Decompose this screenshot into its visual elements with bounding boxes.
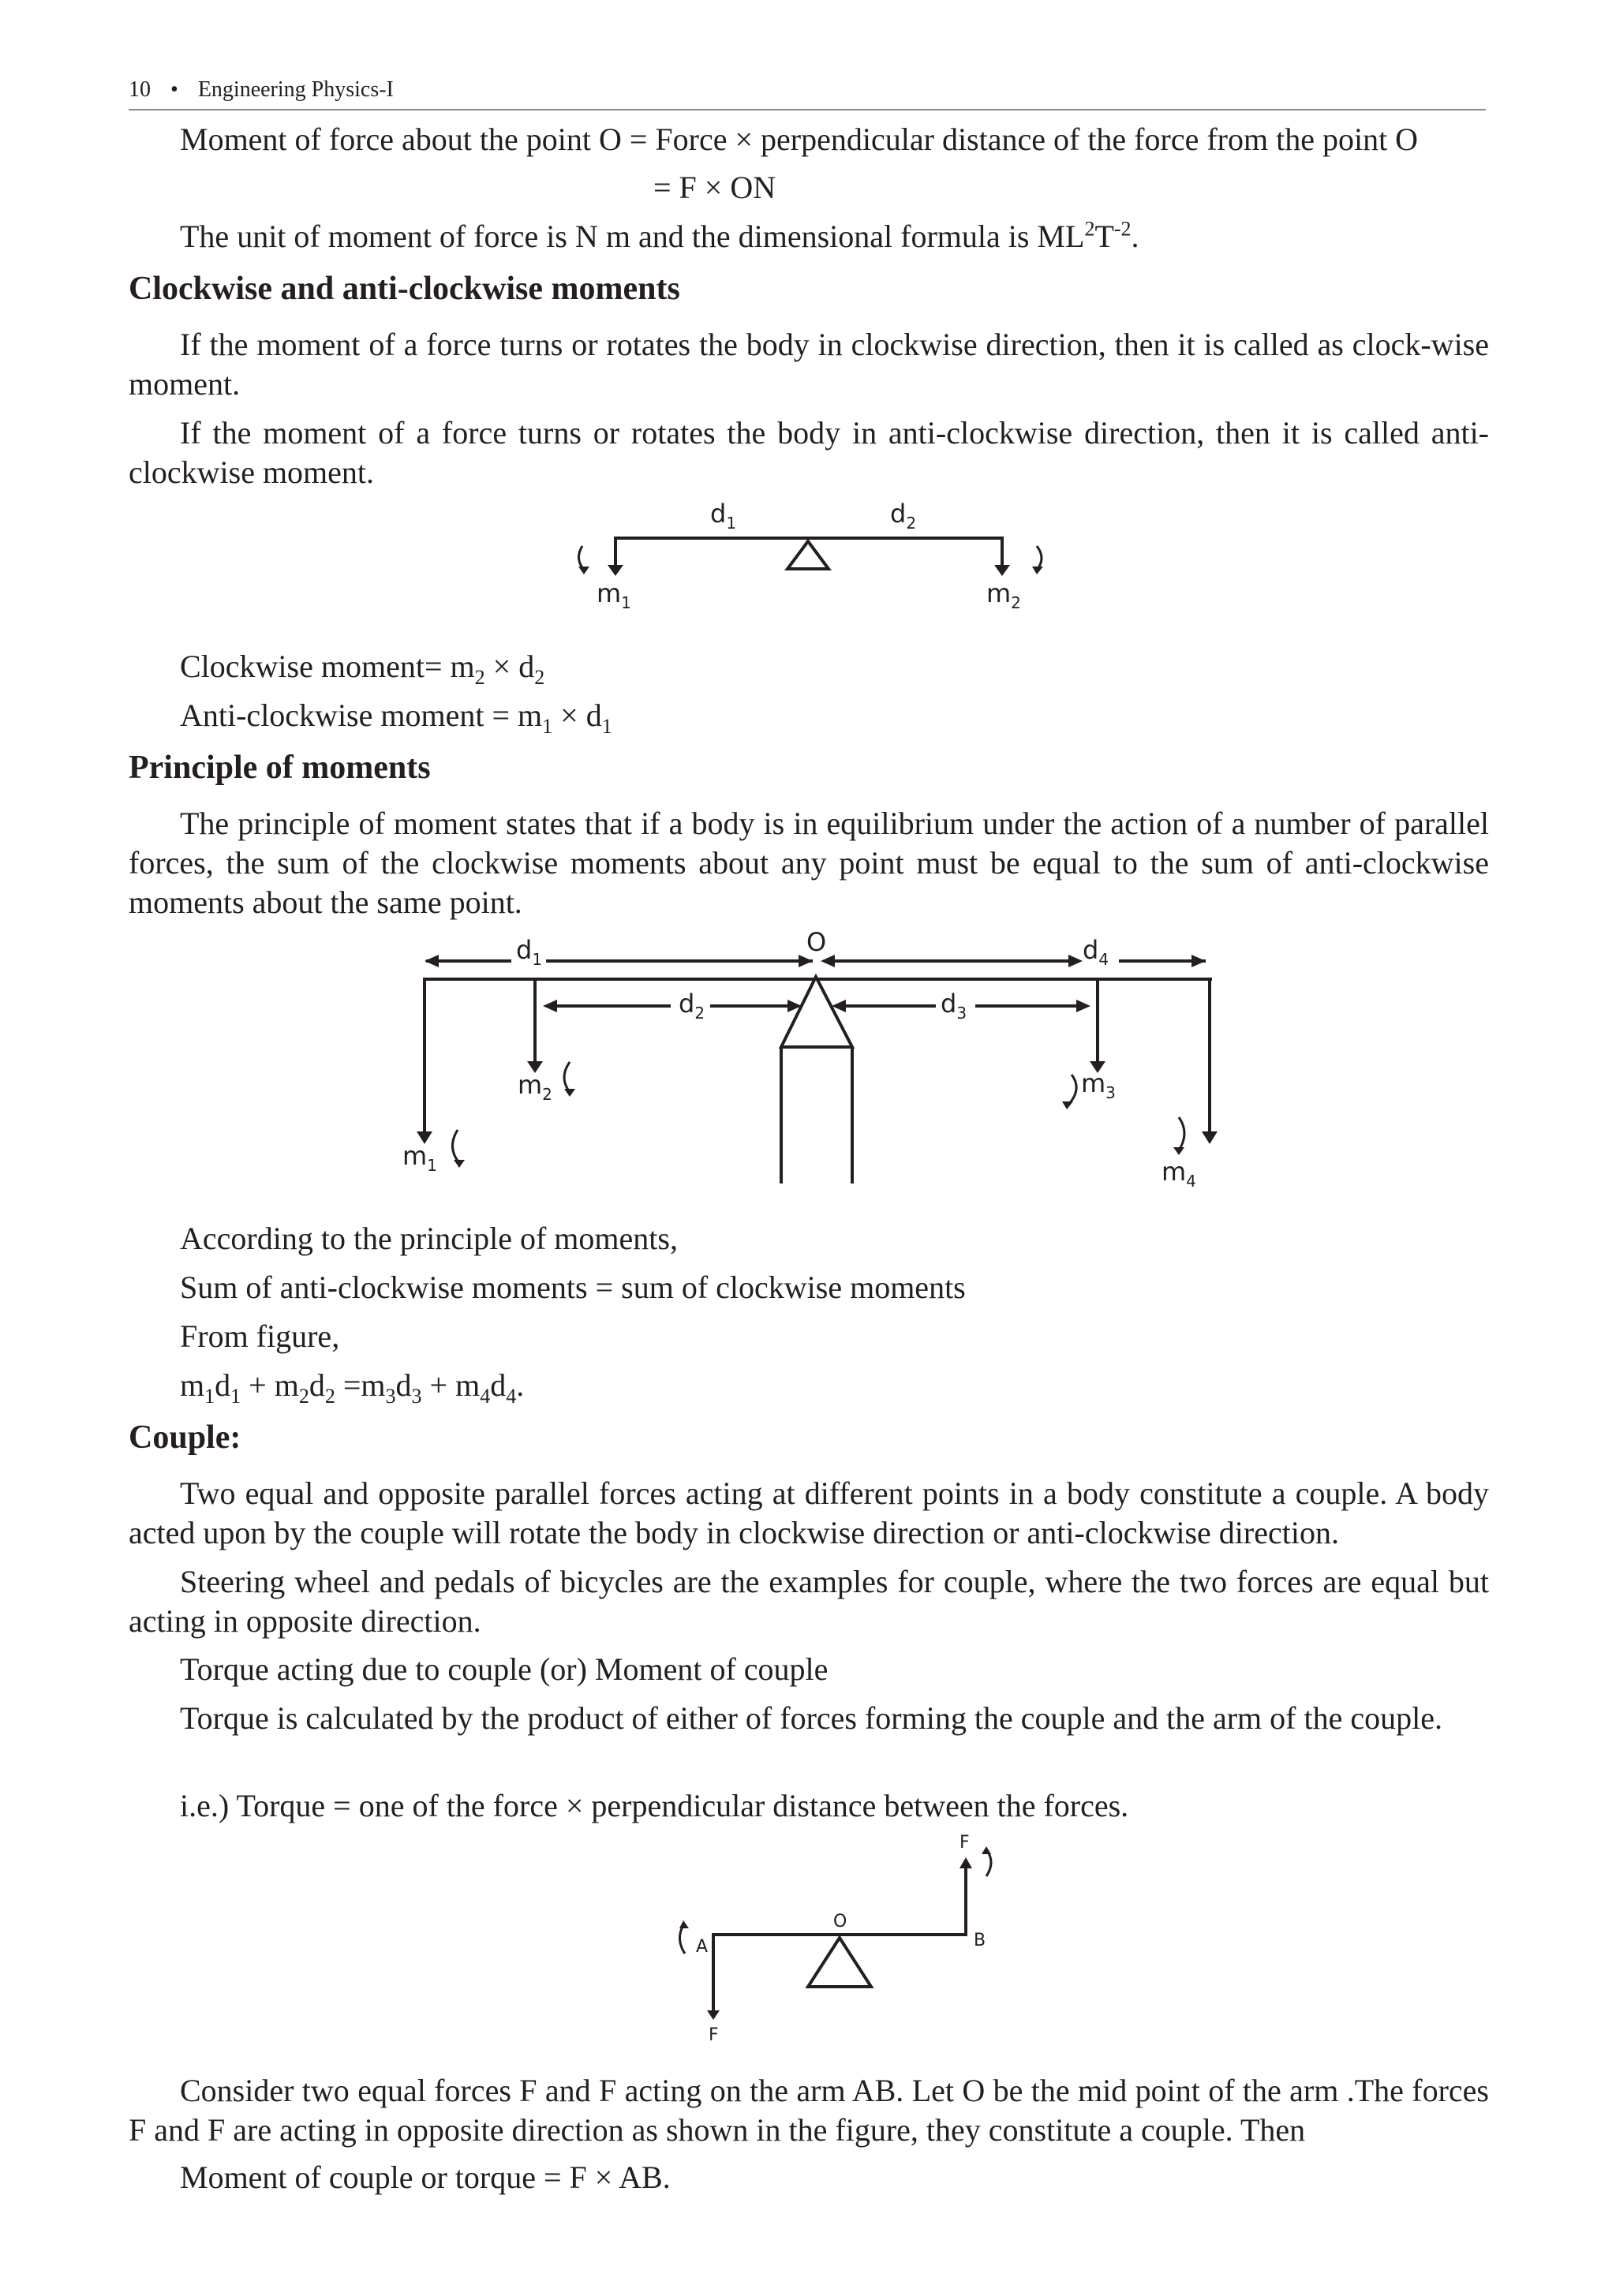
label-F-top: F — [960, 1833, 970, 1853]
label-m3: $m_3$ — [1081, 1068, 1116, 1102]
label-m1: $m_1$ — [402, 1141, 437, 1175]
moment-unit: The unit of moment of force is N m and the dimensional formula is $ML^2T^{-2}$. — [180, 217, 1139, 254]
couple-line-1: Torque acting due to couple (or) Moment of couple — [180, 1651, 829, 1687]
book-title: Engineering Physics-I — [197, 77, 394, 102]
label-B: B — [974, 1931, 986, 1950]
label-d2: $d_2$ — [890, 499, 917, 533]
label-m2: $m_2$ — [986, 578, 1021, 612]
label-d2: $d_2$ — [679, 989, 705, 1023]
label-m1: $m_1$ — [597, 578, 631, 612]
couple-torque-formula: Moment of couple or torque = F × AB. — [180, 2160, 671, 2195]
principle-line-3: From figure, — [180, 1318, 340, 1354]
couple-paragraph-1: Two equal and opposite parallel forces acting at different points in a body constitute a couple. A body acted upon by the couple will rotate the body in clockwise direction or anti-clockwise direction. — [129, 1475, 1489, 1550]
anticlockwise-moment-formula: Anti-clockwise moment = $m_1 \times d_1$ — [180, 697, 612, 738]
couple-line-2: i.e.) Torque = one of the force × perpendicular distance between the forces. — [180, 1788, 1129, 1823]
label-m4: $m_4$ — [1162, 1157, 1196, 1191]
principle-equation: $m_1d_1 + m_2d_2 =m_3d_3 + m_4d_4$. — [180, 1367, 525, 1408]
header-bullet: • — [170, 77, 178, 102]
label-O: O — [833, 1912, 847, 1931]
principle-line-2: Sum of anti-clockwise moments = sum of clockwise moments — [180, 1270, 966, 1305]
anticlockwise-paragraph: If the moment of a force turns or rotates the body in anti-clockwise direction, then it is called anti-clockwise moment. — [129, 415, 1489, 490]
label-F-bottom: F — [709, 2025, 719, 2045]
moment-definition: Moment of force about the point O = Force × perpendicular distance of the force from the point O — [180, 122, 1419, 157]
couple-paragraph-3: Torque is calculated by the product of either of forces forming the couple and the arm of the couple. — [180, 1700, 1442, 1736]
principle-paragraph: The principle of moment states that if a body is in equilibrium under the action of a number of parallel forces, the sum of the clockwise moments about any point must be equal to the sum of anti-clockwise moments about the same point. — [129, 806, 1489, 920]
label-d3: $d_3$ — [941, 989, 967, 1023]
label-m2: $m_2$ — [518, 1070, 552, 1104]
page-number: 10 — [129, 77, 151, 102]
couple-heading: Couple: — [129, 1419, 241, 1456]
label-O: O — [806, 927, 827, 957]
principle-heading: Principle of moments — [129, 750, 431, 786]
clockwise-moment-formula: Clockwise moment= $m_2 \times d_2$ — [180, 649, 545, 689]
clockwise-heading: Clockwise and anti-clockwise moments — [129, 271, 680, 307]
label-A: A — [696, 1937, 709, 1957]
principle-line-1: According to the principle of moments, — [180, 1221, 678, 1256]
clockwise-paragraph: If the moment of a force turns or rotates the body in clockwise direction, then it is called as clock-wise moment. — [129, 327, 1489, 402]
label-d1: $d_1$ — [710, 499, 737, 533]
label-d1: $d_1$ — [516, 935, 543, 969]
moment-equation: = F × ON — [653, 170, 776, 205]
couple-paragraph-4: Consider two equal forces F and F acting on the arm AB. Let O be the mid point of the arm .The forces F and F are acting in opposite direction as shown in the figure, they constitute a couple. Then — [129, 2073, 1489, 2148]
couple-paragraph-2: Steering wheel and pedals of bicycles are the examples for couple, where the two forces are equal but acting in opposite direction. — [129, 1564, 1489, 1639]
label-d4: $d_4$ — [1083, 935, 1109, 969]
